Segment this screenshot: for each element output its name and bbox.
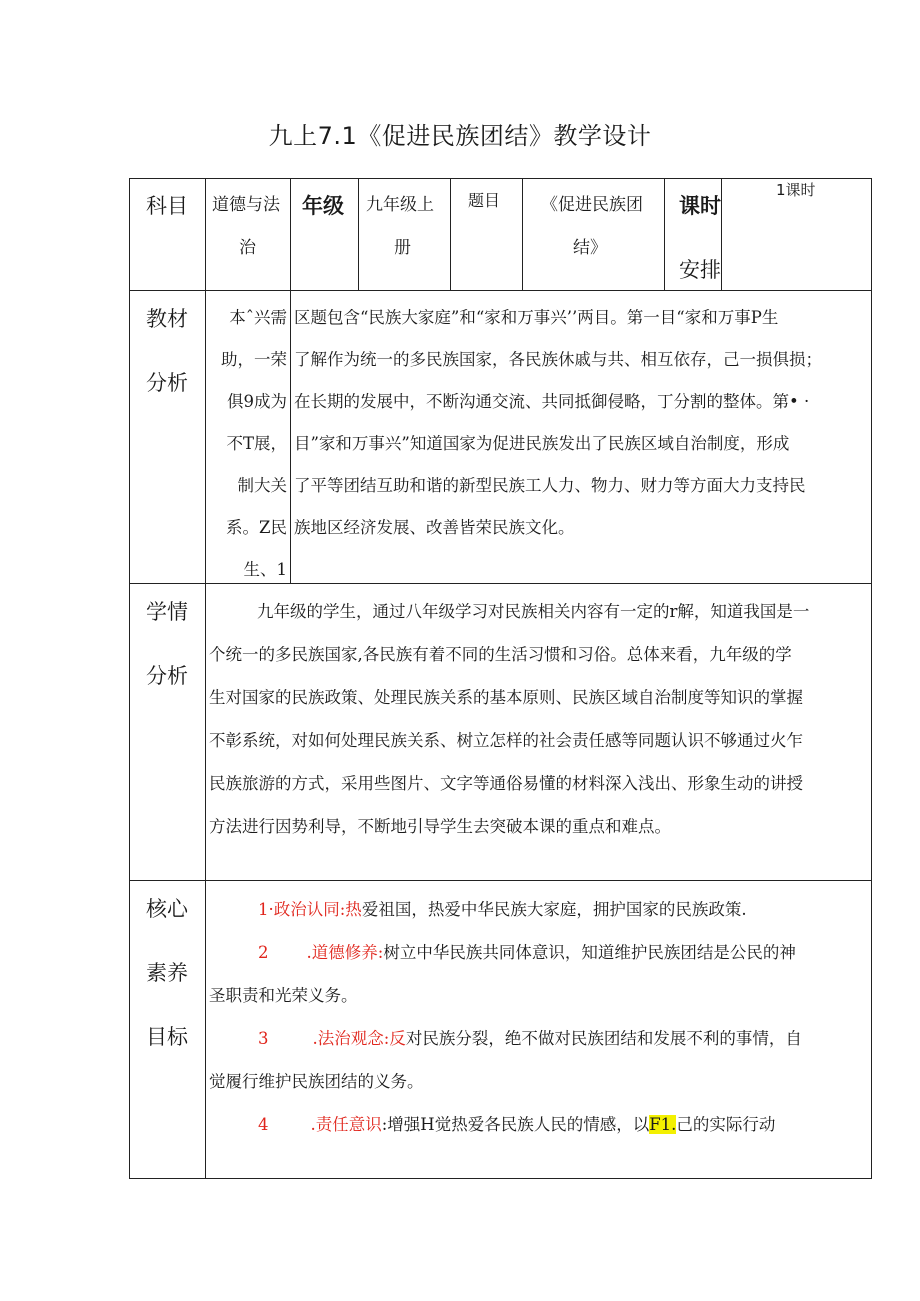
textbook-analysis-label-line2: 分析	[146, 371, 188, 395]
grade-value-line2: 册	[394, 238, 411, 258]
item-text: 己的实际行动	[676, 1115, 776, 1134]
text-line: 了平等团结互助和谐的新型民族工人力、物力、财力等方面大力支持民	[294, 476, 806, 495]
core-literacy-label-line2: 素养	[146, 961, 188, 985]
grade-label: 年级	[302, 194, 344, 218]
text-line: 生对国家的民族政策、处理民族关系的基本原则、民族区域自治制度等知识的掌握	[209, 688, 803, 707]
topic-value-line2: 结》	[573, 238, 607, 258]
schedule-value: 1课时	[776, 181, 816, 199]
literacy-item-continuation: 圣职责和光荣义务。	[209, 986, 358, 1005]
topic-value-line1: 《促进民族团	[541, 195, 643, 215]
text-line: 民族旅游的方式，采用些图片、文字等通俗易懂的材料深入浅出、形象生动的讲授	[209, 774, 803, 793]
text-line: 个统一的多民族国家,各民族有着不同的生活习惯和习俗。总体来看，九年级的学	[209, 645, 792, 664]
core-literacy-label-line3: 目标	[146, 1025, 188, 1049]
topic-label: 题目	[468, 191, 501, 210]
literacy-item-continuation: 觉履行维护民族团结的义务。	[209, 1072, 424, 1091]
text-line: 俱9成为	[227, 392, 287, 411]
text-line: 生、1	[243, 560, 287, 579]
literacy-item	[258, 1031, 802, 1048]
student-analysis-label-line2: 分析	[146, 664, 188, 688]
item-text: 树立中华民族共同体意识，知道维护民族团结是公民的神	[383, 943, 796, 962]
text-line: 目”家和万事兴”知道国家为促进民族发出了民族区域自治制度，形成	[294, 434, 790, 453]
item-keyword: 政治认同:热	[273, 900, 362, 919]
text-line: 不彰系统，对如何处理民族关系、树立怎样的社会责任感等同题认识不够通过火乍	[209, 731, 803, 750]
literacy-item	[258, 1117, 775, 1134]
text-line: 制大关	[237, 476, 287, 495]
item-keyword: .法治观念:反	[312, 1029, 406, 1048]
highlighted-text: F1.	[649, 1115, 677, 1134]
core-literacy-label-line1: 核心	[146, 897, 188, 921]
text-line: 区题包含“民族大家庭”和“家和万事兴’’两目。第一目“家和万事P生	[294, 308, 779, 327]
text-line: 本ˆ兴需	[229, 308, 287, 327]
textbook-analysis-label-line1: 教材	[146, 307, 188, 331]
literacy-item	[258, 902, 747, 919]
item-keyword: .责任意识	[310, 1115, 382, 1134]
student-analysis-label-line1: 学情	[146, 600, 188, 624]
grade-value-line1: 九年级上	[366, 195, 434, 215]
text-line: 不T展，	[226, 434, 287, 453]
item-number: 4	[258, 1115, 269, 1134]
item-number: 1·	[258, 900, 274, 919]
text-line: 了解作为统一的多民族国家，各民族休戚与共、相互依存，己一损俱损；	[294, 350, 822, 369]
schedule-label-line1: 课时	[679, 194, 721, 218]
literacy-item	[258, 945, 796, 962]
item-number: 3	[258, 1029, 269, 1048]
text-line: 九年级的学生，通过八年级学习对民族相关内容有一定的r解，知道我国是一	[257, 602, 810, 621]
schedule-label-line2: 安排	[679, 258, 721, 282]
subject-value-line2: 治	[239, 238, 256, 258]
subject-value-line1: 道德与法	[212, 195, 280, 215]
item-text: :增强H觉热爱各民族人民的情感，以	[381, 1115, 650, 1134]
text-line: 方法进行因势利导，不断地引导学生去突破本课的重点和难点。	[209, 817, 671, 836]
item-text: 爱祖国，热爱中华民族大家庭，拥护国家的民族政策.	[361, 900, 747, 919]
item-number: 2	[258, 943, 269, 962]
text-line: 助，一荣	[221, 350, 287, 369]
text-line: 系。Z民	[226, 518, 287, 537]
item-text: 对民族分裂，绝不做对民族团结和发展不利的事情，自	[405, 1029, 802, 1048]
document-title: 九上7.1《促进民族团结》教学设计	[268, 122, 652, 150]
item-keyword: .道德修养:	[306, 943, 384, 962]
subject-label: 科目	[146, 194, 188, 218]
text-line: 在长期的发展中，不断沟通交流、共同抵御侵略，丁分割的整体。第• ·	[294, 392, 810, 411]
text-line: 族地区经济发展、改善皆荣民族文化。	[294, 518, 575, 537]
